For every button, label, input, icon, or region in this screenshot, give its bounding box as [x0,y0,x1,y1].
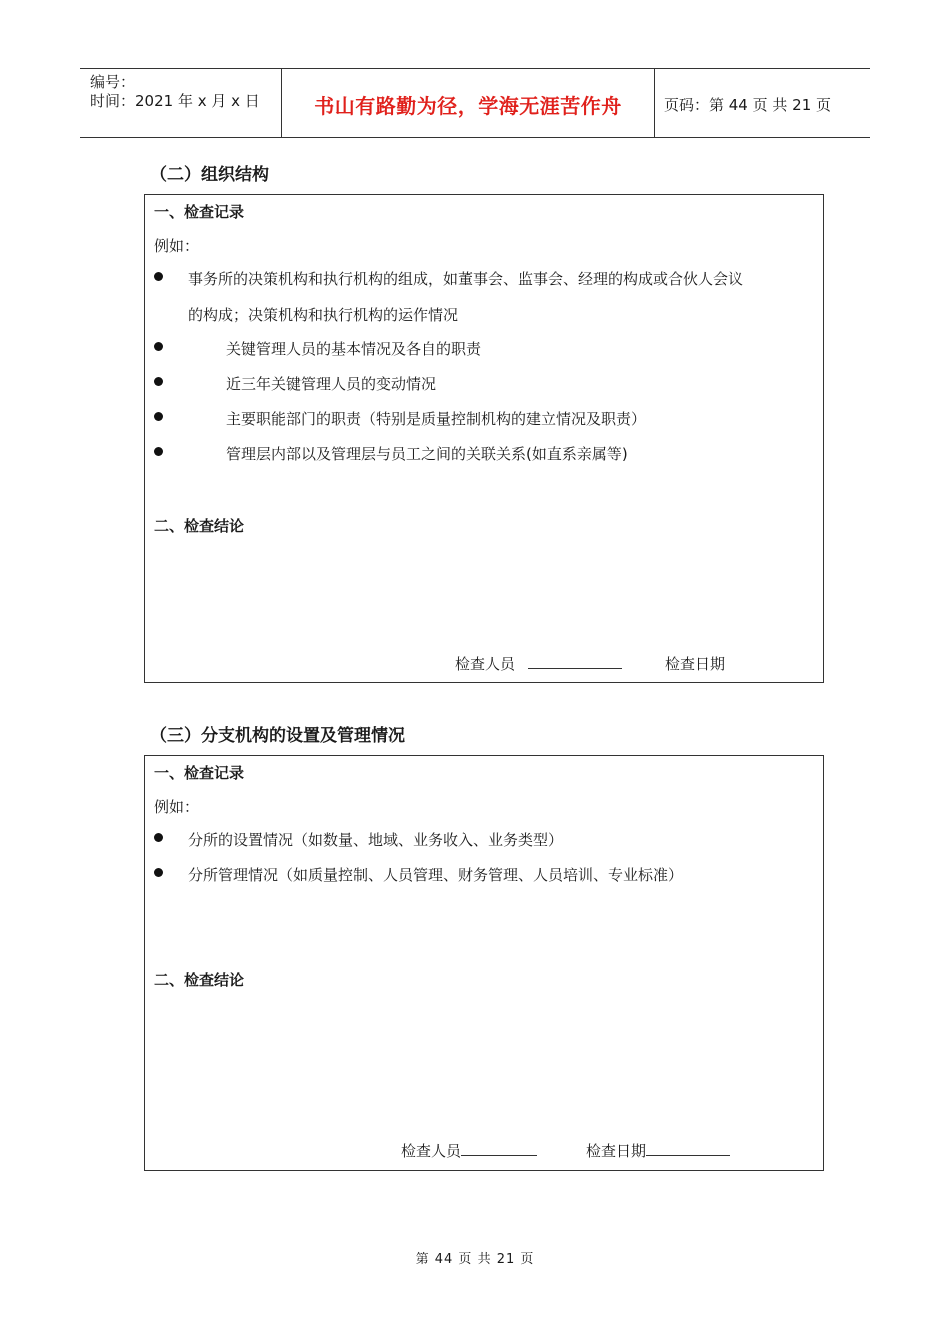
inspector-signature [455,653,622,674]
bullet-icon [154,377,163,386]
date-signature-line[interactable] [646,1141,730,1156]
date-signature [586,1140,730,1161]
list-item-text: 事务所的决策机构和执行机构的组成，如董事会、监事会、经理的构成或合伙人会议 [188,270,744,288]
record-label: 一、检查记录 [154,764,245,782]
header-divider [654,69,655,137]
date-label: 检查日期 [665,655,726,673]
list-item-text: 近三年关键管理人员的变动情况 [226,375,437,393]
page-header [80,68,870,138]
bullet-icon [154,272,163,281]
inspector-signature-line[interactable] [528,654,622,669]
list-item-text: 主要职能部门的职责（特别是质量控制机构的建立情况及职责） [226,410,647,428]
list-item-text: 关键管理人员的基本情况及各自的职责 [226,340,482,358]
inspection-box-organization [144,194,824,683]
conclusion-label: 二、检查结论 [154,971,245,989]
header-page-info: 页码：第 44 页 共 21 页 [664,96,832,114]
list-item-text: 管理层内部以及管理层与员工之间的关联关系(如直系亲属等) [226,445,628,463]
list-item-text: 分所管理情况（如质量控制、人员管理、财务管理、人员培训、专业标准） [188,866,684,884]
section-title-branches: （三）分支机构的设置及管理情况 [150,726,405,746]
header-meta [90,73,260,111]
header-motto: 书山有路勤为径，学海无涯苦作舟 [314,94,622,118]
bullet-icon [154,342,163,351]
inspector-signature [401,1140,537,1161]
list-item-text: 分所的设置情况（如数量、地域、业务收入、业务类型） [188,831,564,849]
inspector-label: 检查人员 [455,655,516,673]
date-signature [665,653,725,674]
bullet-icon [154,412,163,421]
bullet-icon [154,868,163,877]
inspector-label: 检查人员 [401,1142,462,1160]
date-label: 检查日期 [586,1142,647,1160]
section-title-organization: （二）组织结构 [150,165,269,185]
example-label: 例如： [154,237,200,255]
inspector-signature-line[interactable] [461,1141,537,1156]
header-code-label: 编号： [90,73,136,91]
example-label: 例如： [154,798,200,816]
bullet-icon [154,833,163,842]
page-footer: 第 44 页 共 21 页 [415,1252,535,1267]
inspection-box-branches [144,755,824,1171]
record-label: 一、检查记录 [154,203,245,221]
header-time-label: 时间：2021 年 x 月 x 日 [90,92,260,110]
conclusion-label: 二、检查结论 [154,517,245,535]
bullet-icon [154,447,163,456]
list-item-text: 的构成；决策机构和执行机构的运作情况 [188,306,459,324]
